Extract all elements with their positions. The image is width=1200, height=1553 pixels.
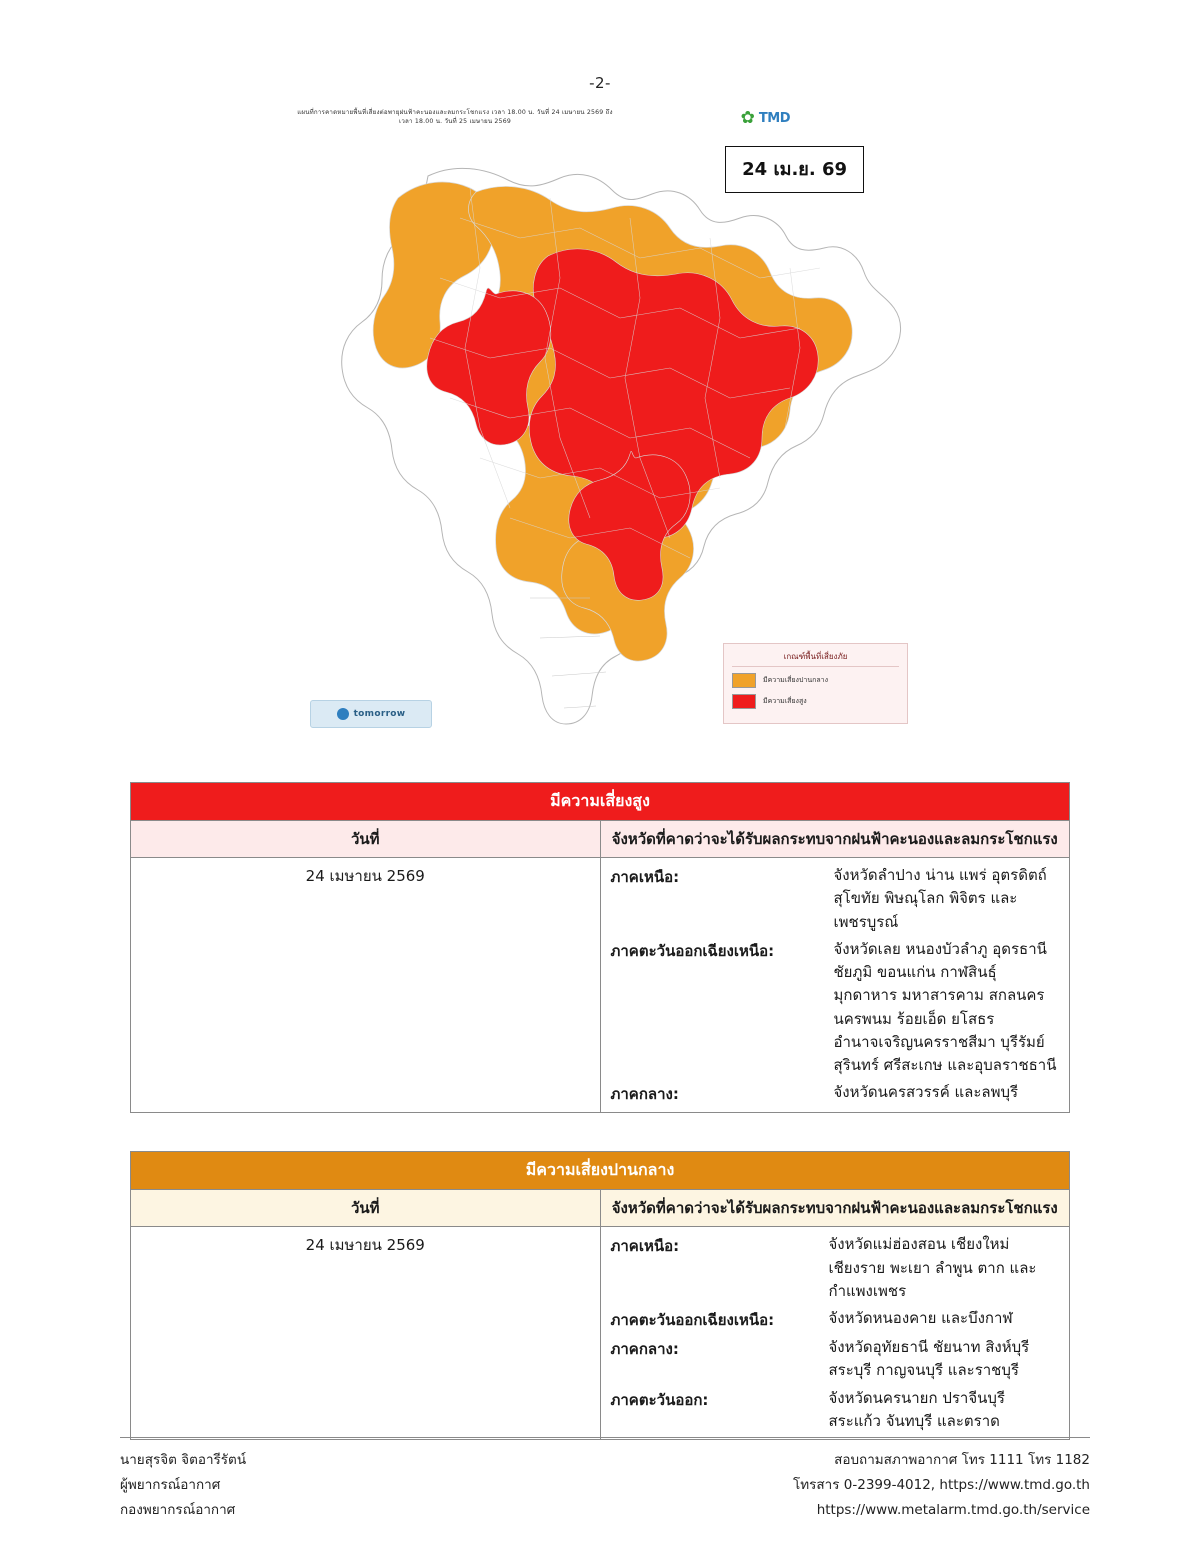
region-label: ภาคตะวันออกเฉียงเหนือ: [610, 1311, 775, 1329]
region-label: ภาคกลาง: [610, 1340, 679, 1358]
legend-swatch-high [732, 694, 756, 709]
table-row [131, 858, 1070, 1113]
medium-risk-date: 24 เมษายน 2569 [131, 1227, 601, 1440]
table-row [131, 1190, 1070, 1227]
high-risk-regions [600, 858, 1070, 1113]
map-legend [723, 643, 908, 724]
region-provinces: จังหวัดนครสวรรค์ และลพบุรี [833, 1083, 1019, 1102]
region-provinces: จังหวัดแม่ฮ่องสอน เชียงใหม่ เชียงราย พะเยา ลำพูน ตาก และกำแพงเพชร [828, 1235, 1037, 1300]
legend-title: เกณฑ์พื้นที่เสี่ยงภัย [732, 650, 899, 667]
footer-role: ผู้พยากรณ์อากาศ [120, 1477, 221, 1494]
region-label: ภาคกลาง: [610, 1085, 679, 1104]
medium-risk-table [130, 1151, 1070, 1440]
figure-caption: แผนที่การคาดหมายพื้นที่เสี่ยงต่อพายุฝนฟ้าคะนองและลมกระโชกแรง เวลา 18.00 น. วันที่ 24 เมษายน 2569 ถึง เวลา 18.00 น. วันที่ 25 เมษายน 2569 [297, 109, 613, 126]
tomorrow-dot-icon [337, 708, 349, 720]
region-row-north [611, 864, 1060, 934]
tmd-logo: TMD [758, 111, 790, 126]
footer-contact [793, 1448, 1090, 1523]
region-row-northeast [611, 1307, 1060, 1332]
table-row [131, 821, 1070, 858]
leaf-icon: ✿ [740, 108, 755, 128]
region-row-northeast [611, 938, 1060, 1078]
footer-name: นายสุรจิต จิตอารีรัตน์ [120, 1452, 247, 1469]
region-provinces: จังหวัดลำปาง น่าน แพร่ อุตรดิตถ์ สุโขทัย พิษณุโลก พิจิตร และเพชรบูรณ์ [833, 866, 1047, 931]
footer-fax-website[interactable]: โทรสาร 0-2399-4012, https://www.tmd.go.th [793, 1477, 1090, 1494]
region-provinces: จังหวัดนครนายก ปราจีนบุรี สระแก้ว จันทบุรี และตราด [828, 1388, 1005, 1430]
legend-item-medium [732, 673, 899, 688]
table-row [131, 1227, 1070, 1440]
page-footer [120, 1437, 1090, 1523]
medium-risk-col-date: วันที่ [131, 1190, 601, 1227]
figure-logos [741, 110, 790, 127]
region-provinces: จังหวัดหนองคาย และบึงกาฬ [828, 1309, 1013, 1327]
high-risk-col-provinces: จังหวัดที่คาดว่าจะได้รับผลกระทบจากฝนฟ้าคะนองและลมกระโชกแรง [600, 821, 1070, 858]
high-risk-table [130, 782, 1070, 1113]
region-label: ภาคตะวันออก: [610, 1390, 709, 1409]
legend-label-medium: มีความเสี่ยงปานกลาง [763, 676, 828, 684]
medium-risk-regions [600, 1227, 1070, 1440]
medium-risk-col-provinces: จังหวัดที่คาดว่าจะได้รับผลกระทบจากฝนฟ้าคะนองและลมกระโชกแรง [600, 1190, 1070, 1227]
high-risk-col-date: วันที่ [131, 821, 601, 858]
region-row-central [611, 1081, 1060, 1106]
region-row-east [611, 1387, 1060, 1434]
table-row [131, 1152, 1070, 1190]
legend-swatch-medium [732, 673, 756, 688]
high-risk-date: 24 เมษายน 2569 [131, 858, 601, 1113]
region-provinces: จังหวัดเลย หนองบัวลำภู อุดรธานี ชัยภูมิ ขอนแก่น กาฬสินธุ์ มุกดาหาร มหาสารคาม สกลนคร นครพนม ร้อยเอ็ด ยโสธร อำนาจเจริญนครราชสีมา บุรีรัมย์ สุรินทร์ ศรีสะเกษ และอุบลราชธานี [833, 939, 1057, 1074]
footer-service-url[interactable]: https://www.metalarm.tmd.go.th/service [816, 1502, 1090, 1519]
region-row-central [611, 1336, 1060, 1383]
region-label: ภาคเหนือ: [610, 868, 680, 886]
region-provinces: จังหวัดอุทัยธานี ชัยนาท สิงห์บุรี สระบุรี กาญจนบุรี และราชบุรี [828, 1338, 1030, 1380]
region-label: ภาคตะวันออกเฉียงเหนือ: [610, 941, 775, 960]
footer-division: กองพยากรณ์อากาศ [120, 1502, 236, 1519]
medium-risk-title: มีความเสี่ยงปานกลาง [131, 1152, 1070, 1190]
high-risk-title: มีความเสี่ยงสูง [131, 783, 1070, 821]
legend-item-high [732, 694, 899, 709]
region-label: ภาคเหนือ: [610, 1237, 680, 1256]
legend-label-high: มีความเสี่ยงสูง [763, 697, 807, 705]
page-number: -2- [589, 74, 611, 92]
tomorrow-logo [310, 700, 432, 728]
footer-signature [120, 1448, 246, 1523]
table-row [131, 783, 1070, 821]
map-date-badge: 24 เม.ย. 69 [725, 146, 864, 193]
footer-phone: สอบถามสภาพอากาศ โทร 1111 โทร 1182 [834, 1452, 1090, 1469]
risk-map-figure [280, 108, 920, 738]
tomorrow-label: tomorrow [353, 709, 406, 719]
region-row-north [611, 1233, 1060, 1303]
